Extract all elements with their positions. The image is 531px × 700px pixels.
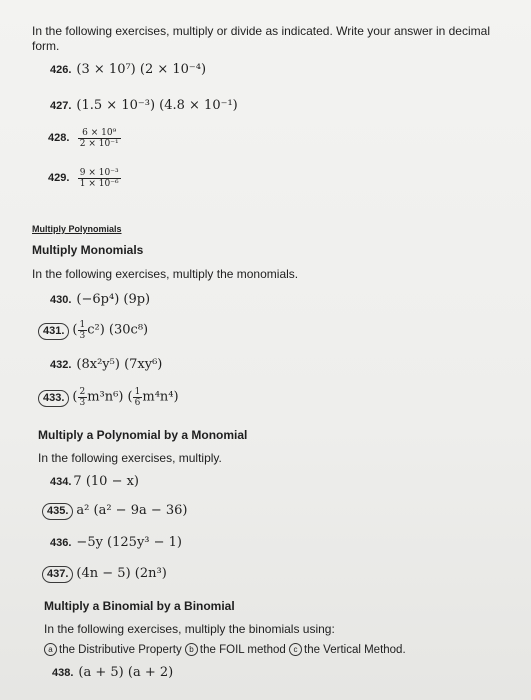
method-c-text: the Vertical Method. — [304, 644, 406, 656]
section-link[interactable]: Multiply Polynomials — [32, 224, 122, 234]
problem-429 — [48, 168, 121, 189]
fraction — [133, 387, 143, 408]
problem-430 — [50, 292, 150, 308]
numerator: 2 — [79, 387, 86, 397]
heading-multiply-monomials: Multiply Monomials — [32, 243, 144, 257]
numerator: 9 × 10⁻³ — [79, 168, 119, 178]
instructions-monomials: In the following exercises, multiply the monomials. — [32, 267, 299, 281]
problem-expression: (1.5 × 10⁻³) (4.8 × 10⁻¹) — [76, 98, 238, 113]
instructions-binomial: In the following exercises, multiply the binomials using: — [44, 622, 335, 636]
problem-expression: a² (a² − 9a − 36) — [76, 503, 188, 518]
problem-428 — [48, 128, 121, 149]
circled-letter-b: b — [185, 643, 198, 656]
expression-part: ( — [72, 389, 78, 405]
problem-number: 429. — [48, 172, 70, 184]
problem-number: 426. — [50, 64, 72, 76]
denominator: 3 — [79, 398, 86, 408]
circled-letter-a: a — [44, 643, 57, 656]
fraction — [78, 320, 88, 341]
problem-expression: (4n − 5) (2n³) — [76, 566, 167, 581]
expression-part: c²) (30c⁸) — [87, 322, 149, 338]
denominator: 3 — [79, 331, 86, 341]
problem-number: 436. — [50, 537, 72, 549]
denominator: 6 — [134, 398, 141, 408]
instructions-multiply: In the following exercises, multiply. — [38, 451, 222, 465]
denominator: 1 × 10⁻⁶ — [79, 179, 119, 189]
problem-expression: (−6p⁴) (9p) — [76, 292, 151, 307]
problem-expression: −5y (125y³ − 1) — [76, 535, 183, 550]
problem-expression: (3 × 10⁷) (2 × 10⁻⁴) — [76, 62, 207, 77]
fraction — [78, 128, 121, 149]
problem-number: 438. — [52, 667, 74, 679]
circled-problem-number: 431. — [38, 323, 69, 340]
problem-435 — [42, 503, 188, 520]
problem-431 — [38, 320, 148, 341]
problem-427 — [50, 98, 238, 114]
problem-number: 427. — [50, 100, 72, 112]
circled-letter-c: c — [289, 643, 302, 656]
intro-text: In the following exercises, multiply or divide as indicated. Write your answer in decimal form. — [32, 24, 490, 53]
circled-problem-number: 437. — [42, 566, 73, 583]
problem-432 — [50, 357, 162, 373]
fraction — [78, 168, 121, 189]
problem-438 — [52, 665, 173, 681]
problem-expression: 7 (10 − x) — [73, 474, 139, 489]
heading-poly-by-monomial: Multiply a Polynomial by a Monomial — [38, 428, 248, 442]
heading-binomial: Multiply a Binomial by a Binomial — [44, 599, 235, 613]
expression-part: m⁴n⁴) — [142, 389, 179, 405]
problem-436 — [50, 535, 182, 551]
expression-part: m³n⁶) ( — [87, 389, 133, 405]
method-b-text: the FOIL method — [199, 644, 286, 656]
method-a-text: the Distributive Property — [59, 644, 182, 656]
problem-expression: (8x²y⁵) (7xy⁶) — [76, 357, 163, 372]
problem-426 — [50, 62, 206, 78]
problem-number: 430. — [50, 294, 72, 306]
circled-problem-number: 433. — [38, 390, 69, 407]
fraction — [78, 387, 88, 408]
method-list — [44, 643, 406, 658]
numerator: 6 × 10⁹ — [78, 128, 121, 139]
numerator: 1 — [134, 387, 141, 397]
problem-number: 434. — [50, 476, 72, 488]
problem-expression: (a + 5) (a + 2) — [78, 665, 174, 680]
expression-part: ( — [72, 322, 78, 338]
denominator: 2 × 10⁻¹ — [79, 139, 119, 149]
problem-number: 432. — [50, 359, 72, 371]
problem-number: 428. — [48, 132, 70, 144]
circled-problem-number: 435. — [42, 503, 73, 520]
problem-434 — [50, 474, 139, 490]
problem-433 — [38, 387, 179, 408]
numerator: 1 — [79, 320, 86, 330]
problem-437 — [42, 566, 167, 583]
